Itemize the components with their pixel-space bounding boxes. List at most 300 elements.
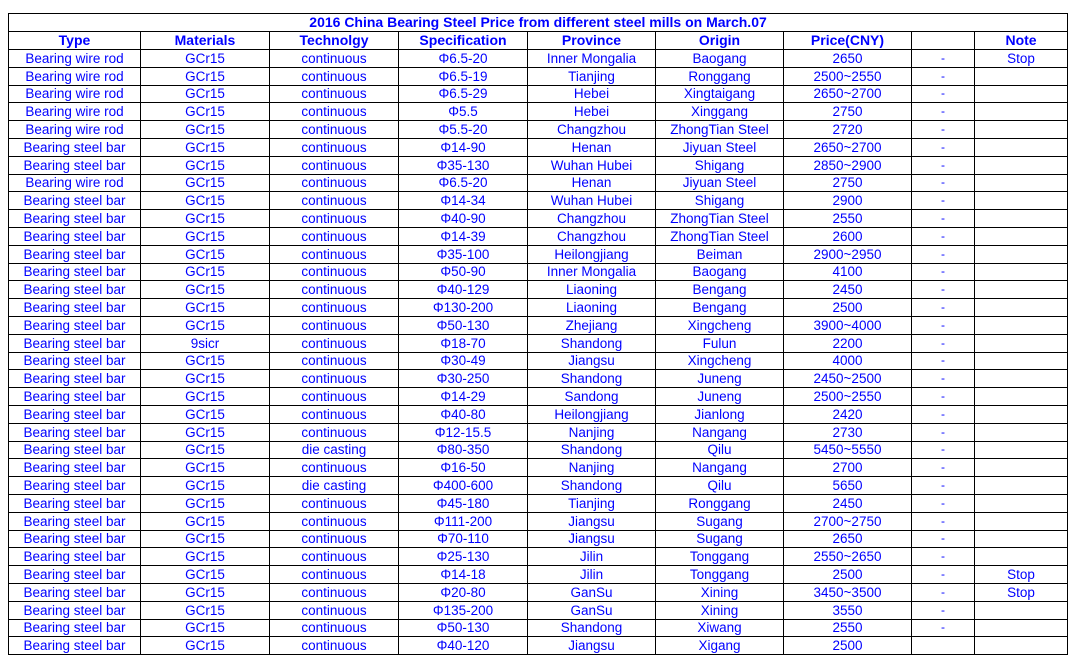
province-cell: Jilin: [528, 566, 656, 584]
province-cell: Tianjing: [528, 67, 656, 85]
type-cell: Bearing wire rod: [9, 50, 141, 68]
specification-cell: Φ70-110: [399, 530, 528, 548]
material-cell: GCr15: [141, 601, 270, 619]
origin-cell: Xigang: [656, 637, 784, 655]
change-cell: -: [912, 423, 975, 441]
table-row: [9, 138, 1068, 156]
technology-cell: continuous: [270, 370, 399, 388]
province-cell: Shandong: [528, 370, 656, 388]
material-cell: GCr15: [141, 121, 270, 139]
province-cell: Nanjing: [528, 423, 656, 441]
price-cell: 2550: [784, 619, 912, 637]
note-cell: [975, 299, 1068, 317]
table-row: [9, 548, 1068, 566]
origin-cell: Shigang: [656, 156, 784, 174]
material-cell: GCr15: [141, 156, 270, 174]
province-cell: Inner Mongalia: [528, 50, 656, 68]
material-cell: GCr15: [141, 245, 270, 263]
origin-cell: Baogang: [656, 50, 784, 68]
province-cell: Inner Mongalia: [528, 263, 656, 281]
origin-cell: Tonggang: [656, 566, 784, 584]
technology-cell: continuous: [270, 281, 399, 299]
origin-cell: Ronggang: [656, 67, 784, 85]
change-cell: -: [912, 227, 975, 245]
specification-cell: Φ135-200: [399, 601, 528, 619]
origin-cell: Jianlong: [656, 405, 784, 423]
type-cell: Bearing steel bar: [9, 548, 141, 566]
table-row: [9, 494, 1068, 512]
specification-cell: Φ40-120: [399, 637, 528, 655]
price-cell: 2900: [784, 192, 912, 210]
material-cell: GCr15: [141, 637, 270, 655]
change-cell: -: [912, 334, 975, 352]
note-cell: [975, 103, 1068, 121]
change-cell: -: [912, 103, 975, 121]
change-cell: -: [912, 619, 975, 637]
specification-cell: Φ16-50: [399, 459, 528, 477]
material-cell: GCr15: [141, 441, 270, 459]
price-cell: 4100: [784, 263, 912, 281]
price-cell: 4000: [784, 352, 912, 370]
table-row: [9, 388, 1068, 406]
change-cell: -: [912, 192, 975, 210]
table-row: [9, 316, 1068, 334]
type-cell: Bearing steel bar: [9, 352, 141, 370]
specification-cell: Φ45-180: [399, 494, 528, 512]
note-cell: [975, 530, 1068, 548]
price-cell: 2720: [784, 121, 912, 139]
note-cell: [975, 281, 1068, 299]
origin-cell: ZhongTian Steel: [656, 227, 784, 245]
change-cell: -: [912, 352, 975, 370]
province-cell: Hebei: [528, 103, 656, 121]
change-cell: -: [912, 50, 975, 68]
specification-cell: Φ12-15.5: [399, 423, 528, 441]
note-cell: [975, 245, 1068, 263]
technology-cell: continuous: [270, 299, 399, 317]
technology-cell: continuous: [270, 192, 399, 210]
note-cell: [975, 601, 1068, 619]
province-cell: Shandong: [528, 334, 656, 352]
specification-cell: Φ14-29: [399, 388, 528, 406]
type-cell: Bearing steel bar: [9, 281, 141, 299]
change-cell: -: [912, 121, 975, 139]
specification-cell: Φ130-200: [399, 299, 528, 317]
price-cell: 3900~4000: [784, 316, 912, 334]
province-cell: Shandong: [528, 477, 656, 495]
type-cell: Bearing steel bar: [9, 156, 141, 174]
table-row: [9, 245, 1068, 263]
specification-cell: Φ25-130: [399, 548, 528, 566]
table-row: [9, 192, 1068, 210]
technology-cell: continuous: [270, 174, 399, 192]
province-cell: Jilin: [528, 548, 656, 566]
technology-cell: continuous: [270, 138, 399, 156]
origin-cell: Qilu: [656, 441, 784, 459]
change-cell: -: [912, 583, 975, 601]
specification-cell: Φ40-90: [399, 210, 528, 228]
specification-cell: Φ6.5-20: [399, 50, 528, 68]
type-cell: Bearing steel bar: [9, 210, 141, 228]
type-cell: Bearing steel bar: [9, 477, 141, 495]
specification-cell: Φ14-39: [399, 227, 528, 245]
technology-cell: continuous: [270, 459, 399, 477]
material-cell: GCr15: [141, 388, 270, 406]
specification-cell: Φ40-80: [399, 405, 528, 423]
col-header-note: Note: [975, 32, 1068, 50]
origin-cell: Xining: [656, 601, 784, 619]
table-row: [9, 441, 1068, 459]
province-cell: Changzhou: [528, 210, 656, 228]
table-row: [9, 299, 1068, 317]
specification-cell: Φ35-100: [399, 245, 528, 263]
type-cell: Bearing wire rod: [9, 103, 141, 121]
type-cell: Bearing steel bar: [9, 370, 141, 388]
material-cell: GCr15: [141, 548, 270, 566]
origin-cell: Baogang: [656, 263, 784, 281]
material-cell: GCr15: [141, 352, 270, 370]
change-cell: -: [912, 548, 975, 566]
technology-cell: continuous: [270, 67, 399, 85]
technology-cell: continuous: [270, 85, 399, 103]
material-cell: GCr15: [141, 423, 270, 441]
origin-cell: Jiyuan Steel: [656, 174, 784, 192]
price-cell: 2550~2650: [784, 548, 912, 566]
province-cell: Henan: [528, 174, 656, 192]
province-cell: Jiangsu: [528, 530, 656, 548]
technology-cell: continuous: [270, 423, 399, 441]
note-cell: [975, 370, 1068, 388]
type-cell: Bearing steel bar: [9, 601, 141, 619]
change-cell: -: [912, 601, 975, 619]
technology-cell: continuous: [270, 334, 399, 352]
technology-cell: continuous: [270, 227, 399, 245]
table-row: [9, 637, 1068, 655]
change-cell: -: [912, 459, 975, 477]
type-cell: Bearing wire rod: [9, 67, 141, 85]
type-cell: Bearing steel bar: [9, 388, 141, 406]
price-cell: 2420: [784, 405, 912, 423]
price-cell: 2450: [784, 281, 912, 299]
technology-cell: die casting: [270, 477, 399, 495]
technology-cell: continuous: [270, 210, 399, 228]
technology-cell: continuous: [270, 566, 399, 584]
technology-cell: continuous: [270, 619, 399, 637]
province-cell: Wuhan Hubei: [528, 192, 656, 210]
change-cell: -: [912, 494, 975, 512]
type-cell: Bearing steel bar: [9, 299, 141, 317]
material-cell: 9sicr: [141, 334, 270, 352]
specification-cell: Φ30-49: [399, 352, 528, 370]
material-cell: GCr15: [141, 370, 270, 388]
province-cell: Henan: [528, 138, 656, 156]
col-header-specification: Specification: [399, 32, 528, 50]
price-cell: 2600: [784, 227, 912, 245]
note-cell: [975, 227, 1068, 245]
table-row: [9, 174, 1068, 192]
specification-cell: Φ30-250: [399, 370, 528, 388]
change-cell: -: [912, 388, 975, 406]
material-cell: GCr15: [141, 85, 270, 103]
material-cell: GCr15: [141, 50, 270, 68]
price-cell: 2750: [784, 103, 912, 121]
material-cell: GCr15: [141, 477, 270, 495]
origin-cell: ZhongTian Steel: [656, 210, 784, 228]
note-cell: [975, 334, 1068, 352]
material-cell: GCr15: [141, 103, 270, 121]
specification-cell: Φ5.5: [399, 103, 528, 121]
specification-cell: Φ80-350: [399, 441, 528, 459]
material-cell: GCr15: [141, 281, 270, 299]
table-row: [9, 67, 1068, 85]
province-cell: Changzhou: [528, 227, 656, 245]
col-header-province: Province: [528, 32, 656, 50]
province-cell: Hebei: [528, 85, 656, 103]
material-cell: GCr15: [141, 210, 270, 228]
note-cell: Stop: [975, 583, 1068, 601]
price-cell: 3550: [784, 601, 912, 619]
table-row: [9, 477, 1068, 495]
col-header-technology: Technolgy: [270, 32, 399, 50]
table-row: [9, 210, 1068, 228]
change-cell: -: [912, 156, 975, 174]
table-row: [9, 405, 1068, 423]
type-cell: Bearing steel bar: [9, 583, 141, 601]
province-cell: Shandong: [528, 441, 656, 459]
specification-cell: Φ50-130: [399, 619, 528, 637]
type-cell: Bearing steel bar: [9, 619, 141, 637]
technology-cell: continuous: [270, 512, 399, 530]
price-cell: 2500: [784, 299, 912, 317]
specification-cell: Φ50-90: [399, 263, 528, 281]
specification-cell: Φ5.5-20: [399, 121, 528, 139]
change-cell: -: [912, 299, 975, 317]
material-cell: GCr15: [141, 174, 270, 192]
change-cell: -: [912, 316, 975, 334]
note-cell: [975, 459, 1068, 477]
note-cell: [975, 121, 1068, 139]
specification-cell: Φ6.5-20: [399, 174, 528, 192]
material-cell: GCr15: [141, 67, 270, 85]
province-cell: Tianjing: [528, 494, 656, 512]
specification-cell: Φ40-129: [399, 281, 528, 299]
note-cell: Stop: [975, 566, 1068, 584]
price-table: [8, 13, 1068, 655]
technology-cell: continuous: [270, 156, 399, 174]
province-cell: Zhejiang: [528, 316, 656, 334]
origin-cell: Ronggang: [656, 494, 784, 512]
origin-cell: Tonggang: [656, 548, 784, 566]
origin-cell: Xingcheng: [656, 352, 784, 370]
material-cell: GCr15: [141, 530, 270, 548]
material-cell: GCr15: [141, 459, 270, 477]
technology-cell: continuous: [270, 405, 399, 423]
type-cell: Bearing steel bar: [9, 637, 141, 655]
price-cell: 2750: [784, 174, 912, 192]
note-cell: [975, 156, 1068, 174]
price-cell: 2730: [784, 423, 912, 441]
technology-cell: continuous: [270, 637, 399, 655]
price-cell: 2550: [784, 210, 912, 228]
material-cell: GCr15: [141, 619, 270, 637]
note-cell: [975, 548, 1068, 566]
technology-cell: continuous: [270, 121, 399, 139]
change-cell: -: [912, 530, 975, 548]
material-cell: GCr15: [141, 263, 270, 281]
title-row: [9, 14, 1068, 32]
technology-cell: continuous: [270, 530, 399, 548]
type-cell: Bearing steel bar: [9, 530, 141, 548]
price-cell: 2500: [784, 566, 912, 584]
specification-cell: Φ14-90: [399, 138, 528, 156]
material-cell: GCr15: [141, 405, 270, 423]
table-row: [9, 512, 1068, 530]
type-cell: Bearing wire rod: [9, 174, 141, 192]
province-cell: Jiangsu: [528, 637, 656, 655]
note-cell: [975, 352, 1068, 370]
province-cell: Jiangsu: [528, 352, 656, 370]
price-cell: 2450: [784, 494, 912, 512]
type-cell: Bearing steel bar: [9, 263, 141, 281]
technology-cell: continuous: [270, 50, 399, 68]
specification-cell: Φ14-18: [399, 566, 528, 584]
table-row: [9, 263, 1068, 281]
note-cell: [975, 619, 1068, 637]
change-cell: -: [912, 441, 975, 459]
origin-cell: Qilu: [656, 477, 784, 495]
change-cell: -: [912, 281, 975, 299]
price-cell: 2650~2700: [784, 138, 912, 156]
origin-cell: Beiman: [656, 245, 784, 263]
table-row: [9, 619, 1068, 637]
type-cell: Bearing steel bar: [9, 566, 141, 584]
origin-cell: Nangang: [656, 459, 784, 477]
province-cell: Liaoning: [528, 299, 656, 317]
note-cell: [975, 637, 1068, 655]
type-cell: Bearing steel bar: [9, 494, 141, 512]
specification-cell: Φ18-70: [399, 334, 528, 352]
origin-cell: ZhongTian Steel: [656, 121, 784, 139]
price-cell: 2700~2750: [784, 512, 912, 530]
origin-cell: Fulun: [656, 334, 784, 352]
origin-cell: Xingtaigang: [656, 85, 784, 103]
table-row: [9, 566, 1068, 584]
technology-cell: continuous: [270, 601, 399, 619]
table-row: [9, 103, 1068, 121]
origin-cell: Jiyuan Steel: [656, 138, 784, 156]
change-cell: -: [912, 85, 975, 103]
specification-cell: Φ6.5-19: [399, 67, 528, 85]
origin-cell: Sugang: [656, 530, 784, 548]
type-cell: Bearing steel bar: [9, 512, 141, 530]
change-cell: -: [912, 263, 975, 281]
table-row: [9, 530, 1068, 548]
table-row: [9, 370, 1068, 388]
type-cell: Bearing steel bar: [9, 334, 141, 352]
header-row: [9, 32, 1068, 50]
type-cell: Bearing steel bar: [9, 192, 141, 210]
province-cell: GanSu: [528, 583, 656, 601]
note-cell: [975, 192, 1068, 210]
material-cell: GCr15: [141, 299, 270, 317]
material-cell: GCr15: [141, 138, 270, 156]
type-cell: Bearing wire rod: [9, 121, 141, 139]
type-cell: Bearing steel bar: [9, 459, 141, 477]
change-cell: -: [912, 477, 975, 495]
col-header-change: [912, 32, 975, 50]
note-cell: [975, 85, 1068, 103]
note-cell: [975, 405, 1068, 423]
price-cell: 2700: [784, 459, 912, 477]
type-cell: Bearing steel bar: [9, 423, 141, 441]
price-cell: 2500: [784, 637, 912, 655]
province-cell: Liaoning: [528, 281, 656, 299]
table-row: [9, 156, 1068, 174]
type-cell: Bearing steel bar: [9, 405, 141, 423]
table-row: [9, 50, 1068, 68]
province-cell: Sandong: [528, 388, 656, 406]
change-cell: -: [912, 245, 975, 263]
type-cell: Bearing steel bar: [9, 227, 141, 245]
change-cell: -: [912, 67, 975, 85]
province-cell: Wuhan Hubei: [528, 156, 656, 174]
table-row: [9, 601, 1068, 619]
province-cell: Jiangsu: [528, 512, 656, 530]
material-cell: GCr15: [141, 227, 270, 245]
origin-cell: Xinggang: [656, 103, 784, 121]
note-cell: [975, 494, 1068, 512]
material-cell: GCr15: [141, 192, 270, 210]
origin-cell: Juneng: [656, 388, 784, 406]
price-cell: 2200: [784, 334, 912, 352]
material-cell: GCr15: [141, 566, 270, 584]
technology-cell: continuous: [270, 494, 399, 512]
technology-cell: continuous: [270, 263, 399, 281]
table-row: [9, 227, 1068, 245]
material-cell: GCr15: [141, 512, 270, 530]
note-cell: [975, 174, 1068, 192]
price-cell: 2500~2550: [784, 388, 912, 406]
province-cell: Changzhou: [528, 121, 656, 139]
note-cell: [975, 441, 1068, 459]
table-row: [9, 281, 1068, 299]
origin-cell: Bengang: [656, 281, 784, 299]
origin-cell: Xining: [656, 583, 784, 601]
technology-cell: continuous: [270, 548, 399, 566]
note-cell: [975, 512, 1068, 530]
specification-cell: Φ14-34: [399, 192, 528, 210]
note-cell: Stop: [975, 50, 1068, 68]
price-cell: 2900~2950: [784, 245, 912, 263]
origin-cell: Bengang: [656, 299, 784, 317]
specification-cell: Φ400-600: [399, 477, 528, 495]
price-cell: 2450~2500: [784, 370, 912, 388]
table-row: [9, 459, 1068, 477]
origin-cell: Shigang: [656, 192, 784, 210]
table-row: [9, 352, 1068, 370]
change-cell: -: [912, 566, 975, 584]
table-row: [9, 334, 1068, 352]
type-cell: Bearing steel bar: [9, 441, 141, 459]
col-header-price: Price(CNY): [784, 32, 912, 50]
note-cell: [975, 263, 1068, 281]
technology-cell: die casting: [270, 441, 399, 459]
technology-cell: continuous: [270, 352, 399, 370]
price-cell: 5650: [784, 477, 912, 495]
specification-cell: Φ35-130: [399, 156, 528, 174]
specification-cell: Φ50-130: [399, 316, 528, 334]
specification-cell: Φ111-200: [399, 512, 528, 530]
